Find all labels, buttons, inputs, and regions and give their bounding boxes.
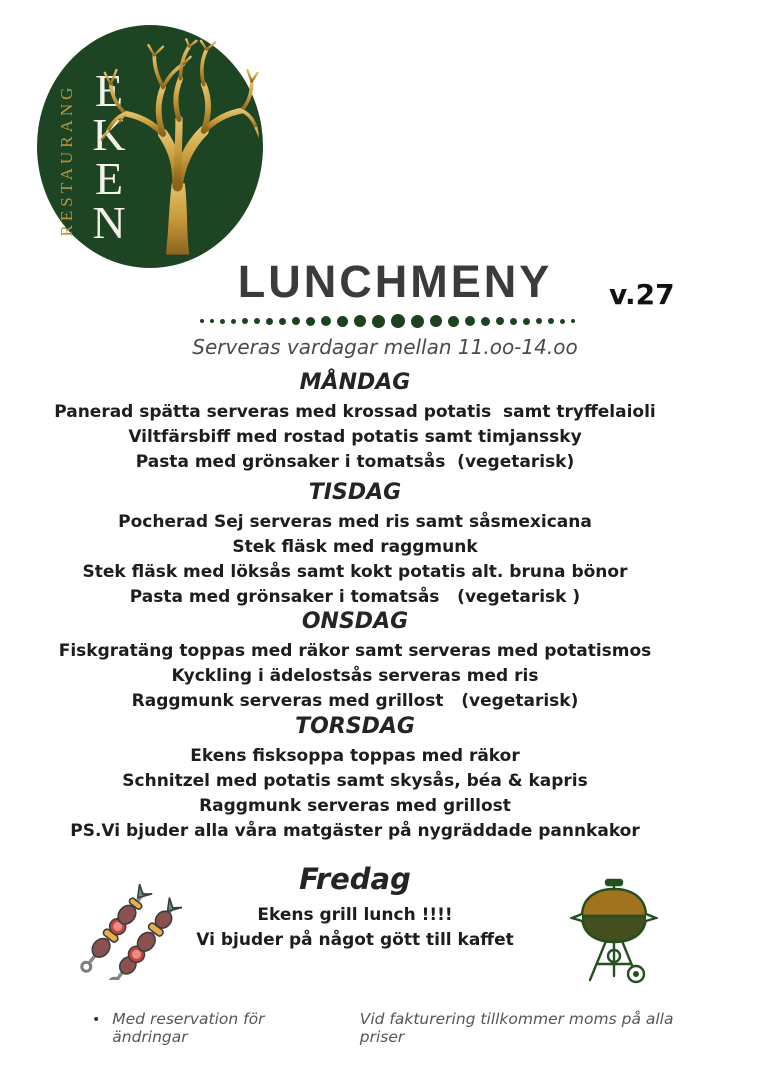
menu-item: Stek fläsk med raggmunk — [232, 537, 478, 557]
menu-item: Pasta med grönsaker i tomatsås (vegetarisk) — [135, 452, 575, 472]
menu-item: Schnitzel med potatis samt skysås, béa & kapris — [122, 771, 588, 791]
logo-letter: E — [94, 65, 124, 116]
menu-item: Viltfärsbiff med rostad potatis samt timjanssky — [128, 427, 582, 447]
day-items — [0, 400, 710, 475]
footer-notes — [92, 1010, 712, 1046]
menu-item: Ekens grill lunch !!!! — [257, 905, 453, 925]
menu-item: Pocherad Sej serveras med ris samt såsmexicana — [118, 512, 592, 532]
menu-item: Kyckling i ädelostsås serveras med ris — [171, 666, 539, 686]
menu-item: Stek fläsk med löksås samt kokt potatis alt. bruna bönor — [82, 562, 628, 582]
menu-item: Raggmunk serveras med grillost (vegetarisk) — [131, 691, 579, 711]
day-items — [0, 639, 710, 714]
menu-item: Fiskgratäng toppas med räkor samt serveras med potatismos — [58, 641, 652, 661]
menu-item: Vi bjuder på något gött till kaffet — [196, 930, 514, 950]
day-items — [0, 744, 710, 844]
kebab-skewers-icon — [76, 884, 182, 980]
day-section-monday — [0, 370, 710, 475]
day-heading: ONSDAG — [301, 609, 409, 634]
oak-tree-icon — [99, 33, 259, 261]
logo-letter: E — [94, 153, 124, 204]
bbq-grill-icon — [570, 878, 658, 984]
day-heading: MÅNDAG — [299, 370, 411, 395]
dots-divider — [196, 313, 578, 329]
logo-restaurang-text: RESTAURANG — [57, 83, 76, 237]
day-items — [0, 510, 710, 610]
day-heading: TISDAG — [308, 480, 402, 505]
menu-item: Panerad spätta serveras med krossad potatis samt tryffelaioli — [54, 402, 656, 422]
logo-letter: N — [92, 197, 126, 248]
day-section-tuesday — [0, 480, 710, 610]
menu-item: Raggmunk serveras med grillost — [199, 796, 511, 816]
menu-item: Pasta med grönsaker i tomatsås (vegetarisk ) — [129, 587, 581, 607]
menu-item: Ekens fisksoppa toppas med räkor — [190, 746, 520, 766]
footer-note-invoicing: Vid fakturering tillkommer moms på alla priser — [359, 1010, 674, 1046]
day-heading: TORSDAG — [295, 714, 415, 739]
footer-note-reservation: Med reservation för ändringar — [112, 1010, 265, 1046]
menu-item: PS.Vi bjuder alla våra matgäster på nygräddade pannkakor — [70, 821, 640, 841]
bullet-point: • — [92, 1012, 101, 1028]
week-number: v.27 — [609, 278, 675, 311]
day-section-thursday — [0, 714, 710, 844]
page-title: LUNCHMENY — [237, 256, 553, 307]
day-heading: Fredag — [299, 862, 411, 896]
restaurant-logo — [37, 25, 263, 268]
serving-hours: Serveras vardagar mellan 11.oo-14.oo — [192, 335, 578, 359]
logo-letter: K — [92, 109, 126, 160]
day-section-wednesday — [0, 609, 710, 714]
